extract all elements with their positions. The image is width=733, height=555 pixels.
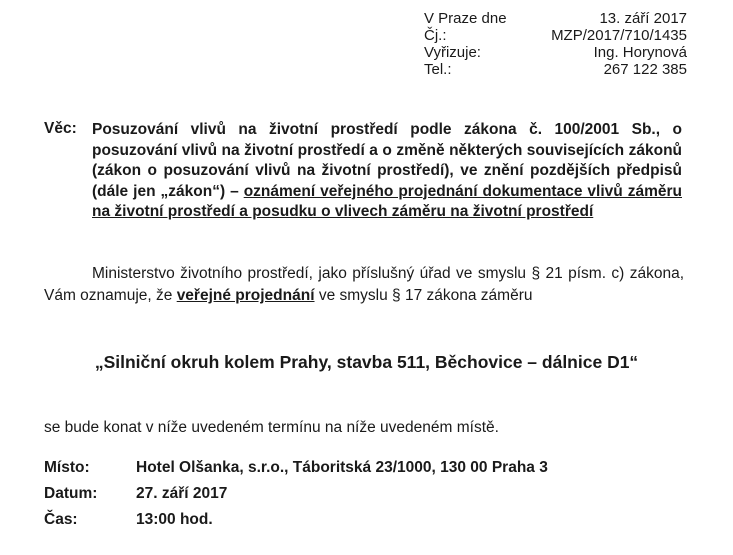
subject-underlined: oznámení veřejného projednání dokumentace vlivů záměru na životní prostředí a posudku o vlivech záměru na životní prostředí xyxy=(92,182,682,220)
venue-value: Hotel Olšanka, s.r.o., Táboritská 23/1000, 130 00 Praha 3 xyxy=(136,459,548,476)
phone-label: Tel.: xyxy=(424,61,452,78)
reference-number: MZP/2017/710/1435 xyxy=(551,27,687,44)
intro-before: Ministerstvo životního prostředí, jako příslušný úřad ve smyslu § 21 písm. c) zákona, Vám oznamuje, že xyxy=(44,265,684,304)
subject-plain: Posuzování vlivů na životní prostředí podle zákona č. 100/2001 Sb., o posuzování vlivů na životní prostředí a o změně některých souvisejících zákonů (zákon o posuzování vlivů na životní prostředí), ve znění pozdějších předpisů (dále jen „zákon“) – xyxy=(92,121,682,200)
phone-number: 267 122 385 xyxy=(603,61,687,78)
letter-date: 13. září 2017 xyxy=(599,10,687,27)
place-date-label: V Praze dne xyxy=(424,10,507,27)
time-label: Čas: xyxy=(44,511,78,528)
intro-after: ve smyslu § 17 zákona záměru xyxy=(314,287,533,304)
venue-intro: se bude konat v níže uvedeném termínu na níže uvedeném místě. xyxy=(44,419,499,436)
reference-label: Čj.: xyxy=(424,27,447,44)
handler-name: Ing. Horynová xyxy=(593,44,687,61)
intro-paragraph xyxy=(44,263,684,307)
date-value: 27. září 2017 xyxy=(136,485,228,502)
project-title: „Silniční okruh kolem Prahy, stavba 511, Běchovice – dálnice D1“ xyxy=(94,352,639,372)
handler-label: Vyřizuje: xyxy=(424,44,481,61)
subject-label: Věc: xyxy=(44,120,77,137)
intro-emphasis: veřejné projednání xyxy=(176,287,315,304)
time-value: 13:00 hod. xyxy=(136,511,213,528)
venue-label: Místo: xyxy=(44,459,90,476)
subject-text xyxy=(92,120,682,223)
date-label: Datum: xyxy=(44,485,98,502)
